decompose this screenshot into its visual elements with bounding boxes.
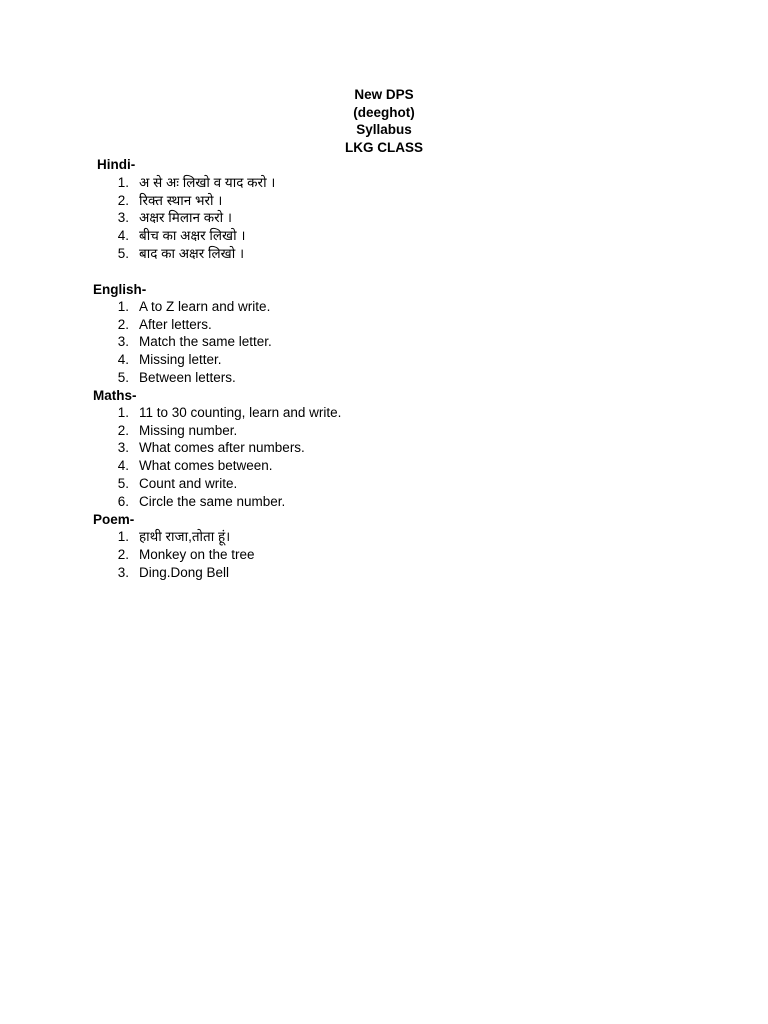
list-item-number: 4. [117, 458, 129, 473]
list-item-text: After letters. [139, 317, 212, 332]
list-item-number: 1. [117, 529, 129, 544]
list-item-text: बीच का अक्षर लिखो । [139, 228, 246, 243]
list-item-text: Ding.Dong Bell [139, 565, 230, 580]
list-item-number: 1. [117, 405, 129, 420]
list-item-number: 5. [117, 246, 129, 261]
list-item-text: A to Z learn and write. [139, 299, 271, 314]
list-item-number: 5. [117, 370, 129, 385]
document-title [0, 86, 768, 156]
list-item-text: Missing number. [139, 423, 238, 438]
list-item-text: Match the same letter. [139, 334, 272, 349]
list-item-text: Monkey on the tree [139, 547, 255, 562]
list-item-text: अ से अः लिखो व याद करो । [139, 175, 276, 190]
list-item-number: 3. [117, 440, 129, 455]
list-item-text: Count and write. [139, 476, 238, 491]
list-item-number: 2. [117, 423, 129, 438]
list-item-number: 1. [117, 175, 129, 190]
title-line-school: New DPS [354, 87, 414, 102]
list-item-text: Circle the same number. [139, 494, 286, 509]
list-item-text: अक्षर मिलान करो । [139, 210, 232, 225]
section-heading-hindi: Hindi- [97, 157, 136, 172]
list-item-number: 2. [117, 193, 129, 208]
list-item-number: 4. [117, 352, 129, 367]
list-item-number: 3. [117, 334, 129, 349]
section-heading-maths: Maths- [93, 388, 137, 403]
list-item-number: 2. [117, 317, 129, 332]
list-item-number: 3. [117, 565, 129, 580]
title-line-class: LKG CLASS [344, 139, 423, 155]
list-item-text: What comes after numbers. [139, 440, 305, 455]
title-line-syllabus: Syllabus [356, 122, 412, 138]
list-item-text: बाद का अक्षर लिखो । [139, 246, 245, 261]
title-line-location: (deeghot) [353, 104, 415, 120]
list-item-text: What comes between. [139, 458, 273, 473]
section-heading-english: English- [93, 282, 147, 297]
list-item-text: Missing letter. [139, 352, 222, 367]
list-item-number: 4. [117, 228, 129, 243]
list-item-number: 3. [117, 210, 129, 225]
section-heading-poem: Poem- [93, 512, 135, 527]
list-item-number: 1. [117, 299, 129, 314]
list-item-text: 11 to 30 counting, learn and write. [139, 405, 342, 420]
list-item-text: रिक्त स्थान भरो । [139, 193, 223, 208]
list-item-text: Between letters. [139, 370, 236, 385]
list-item-text: हाथी राजा,तोता हूं। [139, 529, 231, 544]
list-item-number: 5. [117, 476, 129, 491]
list-item-number: 6. [117, 494, 129, 509]
list-item-number: 2. [117, 547, 129, 562]
